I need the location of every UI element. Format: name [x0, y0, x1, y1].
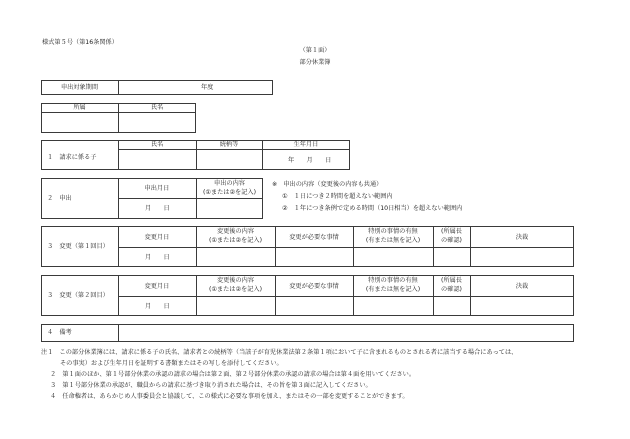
change-1-decision-header: 決裁	[515, 234, 529, 241]
change-2-special-header-l2: (有または無を記入)	[365, 286, 421, 293]
child-birth-units: 年 月 日	[288, 157, 332, 164]
page-label: （第１面）	[299, 47, 331, 54]
period-year-suffix: 年度	[201, 84, 214, 91]
request-date-units: 月 日	[145, 205, 170, 212]
name-label: 氏名	[150, 104, 164, 111]
change-1-special-header-l1: 特別の事情の有無	[368, 228, 418, 235]
change-1-reason-header: 変更が必要な事情	[289, 234, 339, 241]
request-note-head: ※ 申出の内容（変更後の内容も共通）	[272, 181, 383, 188]
change-1-date-units: 月 日	[145, 254, 170, 261]
remarks-input[interactable]	[119, 325, 573, 341]
name-input[interactable]	[119, 113, 195, 132]
request-content-header-l2: (①または②を記入)	[202, 189, 257, 196]
change-2-section-label: ３ 変更（第２回目）	[47, 292, 109, 299]
request-content-header-l1: 申出の内容	[214, 180, 245, 187]
page-title: 部分休業簿	[299, 59, 331, 66]
request-date-header: 申出月日	[144, 185, 170, 192]
request-section-label: ２ 申出	[47, 195, 72, 202]
change-2-decision-header: 決裁	[515, 283, 529, 290]
change-1-after-input[interactable]	[197, 248, 274, 266]
change-2-date-header: 変更月日	[144, 283, 170, 290]
child-section-label: １ 請求に係る子	[47, 154, 97, 161]
affiliation-label: 所属	[73, 104, 86, 111]
note-2: ２ 第１面のほか、第１号部分休業の承認の請求の場合は第２面、第２号部分休業の承認の請求の場合は第４面を用いてください。	[50, 371, 416, 378]
change-1-head-header-l1: (所属長	[441, 228, 462, 235]
change-1-head-header-l2: の確認)	[441, 237, 462, 244]
request-note-1: ① １日につき２時間を超えない範囲内	[282, 193, 393, 200]
change-1-date-header: 変更月日	[144, 234, 170, 241]
note-4: ４ 任命権者は、あらかじめ人事委員会と協議して、この様式に必要な事項を加え、またはその一部を変更することができます。	[50, 393, 409, 400]
child-relation-header: 続柄等	[219, 141, 239, 148]
form-id: 様式第５号（第16条関係）	[42, 39, 118, 46]
change-2-after-input[interactable]	[197, 297, 274, 315]
change-2-reason-input[interactable]	[276, 297, 352, 315]
change-1-after-header-l1: 変更後の内容	[216, 228, 255, 235]
change-1-special-header-l2: (有または無を記入)	[365, 237, 421, 244]
note-3: ３ 第１号部分休業の承認が、職員からの請求に基づき取り消された場合は、その旨を第３面に記入してください。	[50, 382, 372, 389]
period-label: 申出対象期間	[60, 84, 99, 91]
change-1-after-header-l2: (①または②を記入)	[208, 237, 263, 244]
child-relation-input[interactable]	[197, 150, 261, 169]
change-2-date-units: 月 日	[145, 303, 170, 310]
change-2-after-header-l1: 変更後の内容	[216, 277, 255, 284]
change-2-reason-header: 変更が必要な事情	[289, 283, 339, 290]
request-note-2: ② １年につき条例で定める時間（10日相当）を超えない範囲内	[282, 205, 463, 212]
change-2-special-input[interactable]	[354, 297, 432, 315]
child-name-header: 氏名	[150, 141, 164, 148]
change-2-head-header-l1: (所属長	[441, 277, 462, 284]
change-1-special-input[interactable]	[354, 248, 432, 266]
note-1-line-2: その事実）および生年月日を証明する書類またはその写しを添付してください。	[60, 360, 283, 367]
change-1-section-label: ３ 変更（第１回目）	[47, 243, 109, 250]
child-name-input[interactable]	[119, 150, 195, 169]
change-2-after-header-l2: (①または②を記入)	[208, 286, 263, 293]
child-birth-header: 生年月日	[293, 141, 319, 148]
affiliation-input[interactable]	[42, 113, 117, 132]
note-1-line-1: 注１ この部分休業簿には、請求に係る子の氏名、請求者との続柄等（当該子が育児休業法第２条第１項において子に含まれるものとされる者に該当する場合にあっては、	[41, 349, 518, 356]
remarks-section-label: ４ 備考	[47, 329, 72, 336]
change-2-head-header-l2: の確認)	[441, 286, 462, 293]
change-1-reason-input[interactable]	[276, 248, 352, 266]
request-content-input[interactable]	[197, 199, 262, 218]
change-2-special-header-l1: 特別の事情の有無	[368, 277, 418, 284]
